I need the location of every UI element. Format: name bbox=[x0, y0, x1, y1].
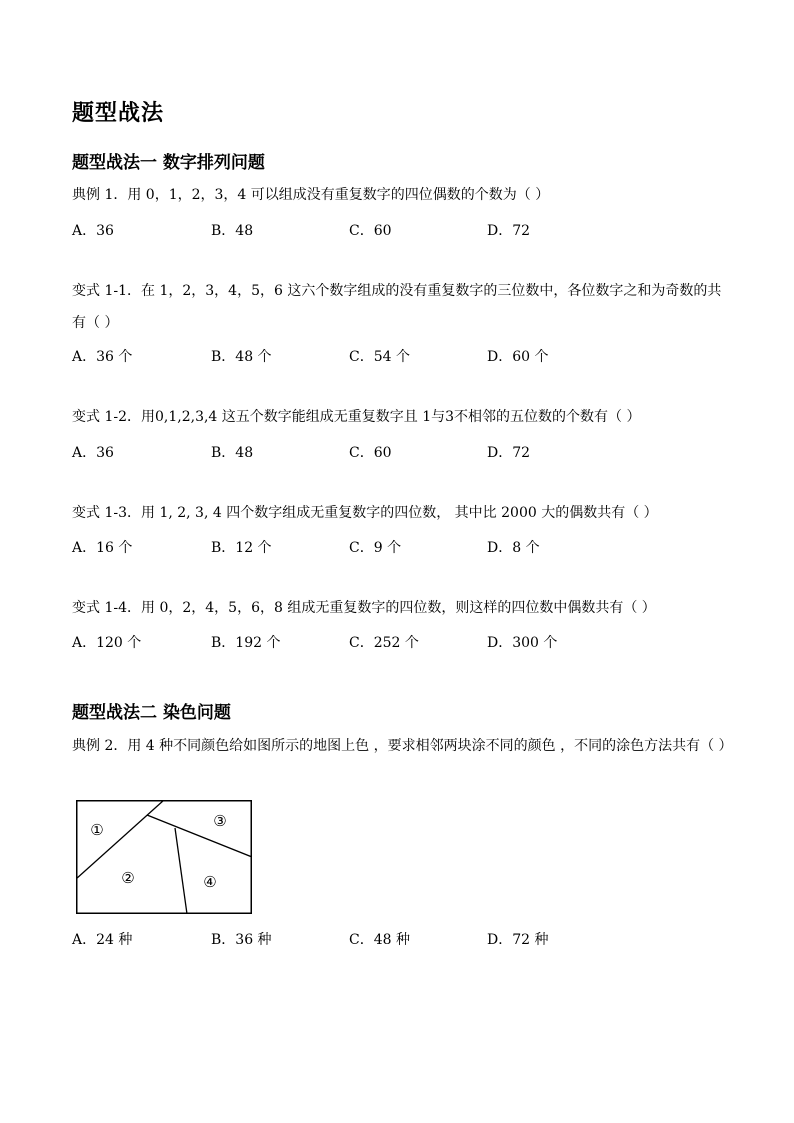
section-heading-1: 题型战法一 数字排列问题 bbox=[72, 153, 265, 173]
map-divider-2 bbox=[147, 815, 252, 857]
region-label-2: ② bbox=[121, 869, 135, 887]
option-d: D．60 个 bbox=[487, 349, 549, 365]
options-variant-1-4 bbox=[72, 632, 732, 652]
option-d: D．72 种 bbox=[487, 932, 549, 948]
option-c: C．252 个 bbox=[349, 635, 419, 651]
region-label-3: ③ bbox=[213, 812, 227, 830]
question-example-2: 典例 2．用 4 种不同颜色给如图所示的地图上色 ，要求相邻两块涂不同的颜色 ，不同的涂色方法共有（ ） bbox=[72, 738, 733, 754]
options-variant-1-1 bbox=[72, 346, 732, 366]
options-example-2 bbox=[72, 929, 732, 949]
option-d: D．8 个 bbox=[487, 540, 540, 556]
region-label-1: ① bbox=[90, 821, 104, 839]
option-a: A．36 bbox=[72, 223, 114, 239]
option-b: B．192 个 bbox=[211, 635, 281, 651]
options-example-1 bbox=[72, 220, 732, 240]
option-d: D．72 bbox=[487, 445, 531, 461]
option-c: C．54 个 bbox=[349, 349, 410, 365]
option-a: A．16 个 bbox=[72, 540, 133, 556]
section-heading-2: 题型战法二 染色问题 bbox=[72, 703, 231, 723]
region-label-4: ④ bbox=[203, 873, 217, 891]
map-divider-3 bbox=[175, 828, 187, 914]
option-a: A．36 个 bbox=[72, 349, 133, 365]
page-title: 题型战法 bbox=[72, 101, 165, 126]
option-c: C．9 个 bbox=[349, 540, 402, 556]
question-variant-1-3: 变式 1-3．用 1, 2, 3, 4 四个数字组成无重复数字的四位数， 其中比 2000 大的偶数共有（ ） bbox=[72, 505, 658, 521]
options-variant-1-3 bbox=[72, 537, 732, 557]
option-a: A．24 种 bbox=[72, 932, 133, 948]
map-divider-1 bbox=[76, 800, 164, 879]
option-b: B．48 bbox=[211, 445, 254, 461]
option-b: B．48 bbox=[211, 223, 254, 239]
question-variant-1-2: 变式 1-2．用0,1,2,3,4 这五个数字能组成无重复数字且 1与3不相邻的五位数的个数有（ ） bbox=[72, 409, 641, 425]
option-c: C．60 bbox=[349, 223, 392, 239]
option-b: B．48 个 bbox=[211, 349, 272, 365]
option-c: C．60 bbox=[349, 445, 392, 461]
question-variant-1-4: 变式 1-4．用 0，2，4，5，6，8 组成无重复数字的四位数，则这样的四位数中偶数共有（ ） bbox=[72, 600, 656, 616]
coloring-map-figure bbox=[76, 800, 252, 914]
question-example-1: 典例 1．用 0，1，2，3，4 可以组成没有重复数字的四位偶数的个数为（ ） bbox=[72, 187, 550, 203]
question-variant-1-1: 变式 1-1．在 1，2，3，4，5，6 这六个数字组成的没有重复数字的三位数中，各位数字之和为奇数的共有（ ） bbox=[72, 283, 722, 331]
options-variant-1-2 bbox=[72, 442, 732, 462]
option-a: A．120 个 bbox=[72, 635, 142, 651]
option-d: D．300 个 bbox=[487, 635, 558, 651]
option-c: C．48 种 bbox=[349, 932, 410, 948]
option-d: D．72 bbox=[487, 223, 531, 239]
option-b: B．12 个 bbox=[211, 540, 272, 556]
option-a: A．36 bbox=[72, 445, 114, 461]
option-b: B．36 种 bbox=[211, 932, 272, 948]
